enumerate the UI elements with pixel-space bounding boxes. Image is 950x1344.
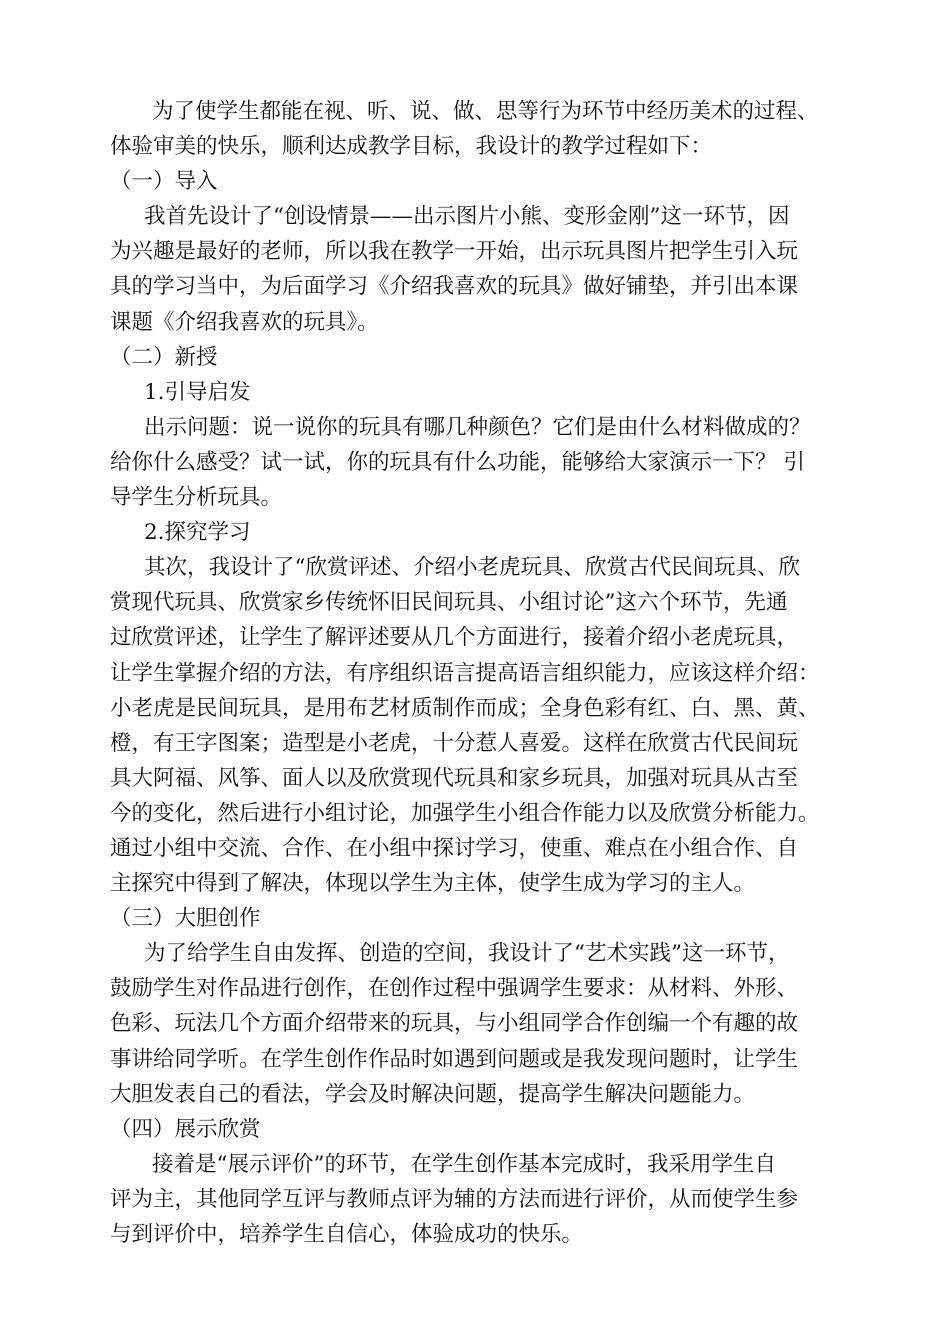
text-line: 评为主，其他同学互评与教师点评为辅的方法而进行评价，从而使学生参 [110, 1186, 799, 1212]
section-heading: （三）大胆创作 [110, 906, 261, 932]
text-line: 为了使学生都能在视、听、说、做、思等行为环节中经历美术的过程、 [152, 99, 819, 124]
text-line: 鼓励学生对作品进行创作，在创作过程中强调学生要求：从材料、外形、 [110, 976, 799, 1002]
text-line: 为了给学生自由发挥、创造的空间，我设计了“艺术实践”这一环节， [144, 941, 790, 967]
text-line: 课题《介绍我喜欢的玩具》。 [110, 309, 379, 335]
text-line: 橙，有王字图案；造型是小老虎，十分惹人喜爱。这样在欣赏古代民间玩 [110, 730, 799, 756]
text-line: 1.引导启发 [144, 379, 251, 405]
text-line: 色彩、玩法几个方面介绍带来的玩具，与小组同学合作创编一个有趣的故 [110, 1011, 799, 1037]
section-heading: （二）新授 [110, 344, 218, 370]
text-line: 我首先设计了“创设情景——出示图片小熊、变形金刚”这一环节，因 [144, 204, 790, 230]
text-line: 过欣赏评述，让学生了解评述要从几个方面进行，接着介绍小老虎玩具， [110, 625, 799, 651]
text-line: 给你什么感受？试一试，你的玩具有什么功能，能够给大家演示一下？ 引 [110, 449, 805, 475]
section-heading: （四）展示欣赏 [110, 1116, 261, 1142]
text-line: 2.探究学习 [144, 520, 251, 546]
text-line: 事讲给同学听。在学生创作作品时如遇到问题或是我发现问题时，让学生 [110, 1046, 799, 1072]
text-line: 小老虎是民间玩具，是用布艺材质制作而成；全身色彩有红、白、黑、黄、 [110, 695, 820, 721]
text-line: 通过小组中交流、合作、在小组中探讨学习，使重、难点在小组合作、自 [110, 835, 799, 861]
document-body [110, 94, 870, 1252]
text-line: 其次，我设计了“欣赏评述、介绍小老虎玩具、欣赏古代民间玩具、欣 [144, 555, 800, 581]
text-line: 体验审美的快乐，顺利达成教学目标，我设计的教学过程如下： [110, 134, 713, 160]
text-line: 今的变化，然后进行小组讨论，加强学生小组合作能力以及欣赏分析能力。 [110, 800, 820, 826]
text-line: 为兴趣是最好的老师，所以我在教学一开始，出示玩具图片把学生引入玩 [110, 239, 799, 265]
text-line: 赏现代玩具、欣赏家乡传统怀旧民间玩具、小组讨论”这六个环节，先通 [110, 590, 788, 616]
text-line: 出示问题：说一说你的玩具有哪几种颜色？它们是由什么材料做成的？ [144, 414, 811, 440]
text-line: 主探究中得到了解决，体现以学生为主体，使学生成为学习的主人。 [110, 871, 756, 897]
text-line: 导学生分析玩具。 [110, 485, 283, 511]
text-line: 具大阿福、风筝、面人以及欣赏现代玩具和家乡玩具，加强对玩具从古至 [110, 765, 799, 791]
text-line: 具的学习当中，为后面学习《介绍我喜欢的玩具》做好铺垫，并引出本课 [110, 274, 799, 300]
text-line: 让学生掌握介绍的方法，有序组织语言提高语言组织能力，应该这样介绍： [110, 660, 820, 686]
section-heading: （一）导入 [110, 169, 218, 195]
text-line: 接着是“展示评价”的环节，在学生创作基本完成时，我采用学生自 [152, 1151, 776, 1177]
text-line: 大胆发表自己的看法，学会及时解决问题，提高学生解决问题能力。 [110, 1081, 756, 1107]
text-line: 与到评价中，培养学生自信心，体验成功的快乐。 [110, 1222, 584, 1247]
